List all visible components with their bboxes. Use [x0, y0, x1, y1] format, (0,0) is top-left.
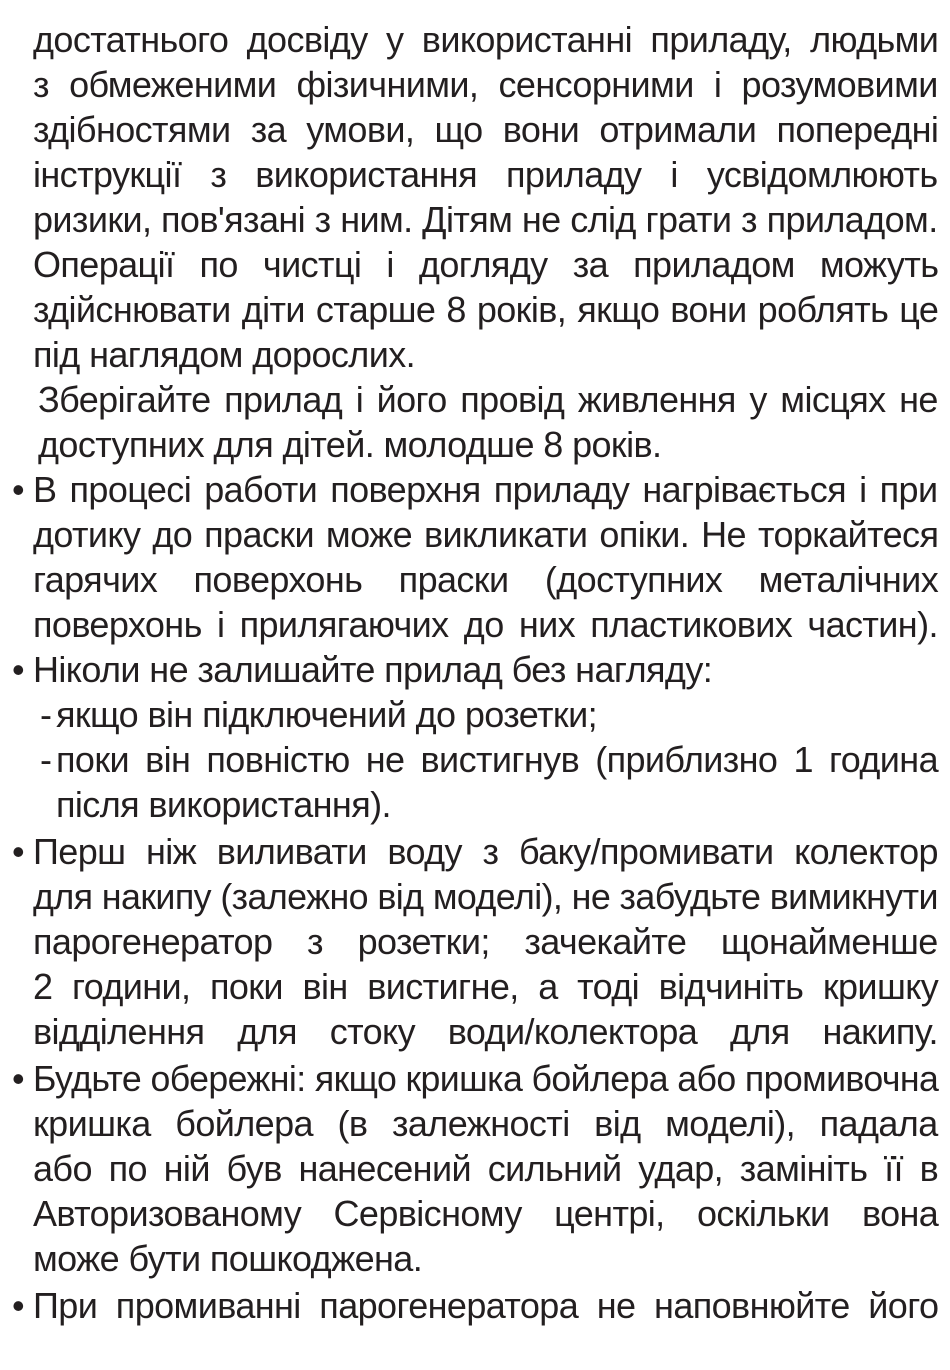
- text-line: Перш ніж виливати воду з баку/промивати колектор: [33, 831, 938, 872]
- text-line: може бути пошкоджена.: [33, 1238, 423, 1279]
- text-line: Операції по чистці і догляду за приладом можуть: [33, 244, 939, 285]
- text-line: Будьте обережні: якщо кришка бойлера або промивочна: [33, 1058, 939, 1099]
- text-line: 2 години, поки він вистигне, а тоді відчиніть кришку: [33, 966, 939, 1007]
- text-line: поки він повністю не вистигнув (приблизно 1 година: [56, 739, 938, 780]
- text-line: інструкції з використання приладу і усвідомлюють: [33, 154, 938, 195]
- text-line: після використання).: [56, 784, 391, 825]
- dash-marker: -: [40, 694, 52, 735]
- bullet-marker: •: [12, 469, 25, 510]
- dash-marker: -: [40, 739, 52, 780]
- text-line: під наглядом дорослих.: [33, 334, 416, 375]
- text-line: здібностями за умови, що вони отримали попередні: [33, 109, 939, 150]
- text-line: або по ній був нанесений сильний удар, замініть її в: [33, 1148, 939, 1189]
- text-line: для накипу (залежно від моделі), не забудьте вимикнути: [33, 876, 938, 917]
- text-line: Зберігайте прилад і його провід живлення у місцях не: [38, 379, 938, 420]
- text-line: доступних для дітей. молодше 8 років.: [38, 424, 662, 465]
- text-line: якщо він підключений до розетки;: [56, 694, 597, 735]
- text-line: парогенератор з розетки; зачекайте щонайменше: [33, 921, 938, 962]
- text-line: поверхонь і прилягаючих до них пластикових частин).: [33, 604, 938, 645]
- text-line: достатнього досвіду у використанні приладу, людьми: [33, 19, 939, 60]
- bullet-marker: •: [12, 1285, 25, 1326]
- text-line: Ніколи не залишайте прилад без нагляду:: [33, 649, 713, 690]
- bullet-marker: •: [12, 649, 25, 690]
- text-line: дотику до праски може викликати опіки. Не торкайтеся: [33, 514, 939, 555]
- text-line: ризики, пов'язані з ним. Дітям не слід грати з приладом.: [33, 199, 938, 240]
- text-line: Авторизованому Сервісному центрі, оскільки вона: [33, 1193, 939, 1234]
- text-line: здійснювати діти старше 8 років, якщо вони роблять це: [33, 289, 939, 330]
- text-line: В процесі работи поверхня приладу нагрівається і при: [33, 469, 938, 510]
- text-line: кришка бойлера (в залежності від моделі), падала: [33, 1103, 938, 1144]
- text-line: При промиванні парогенератора не наповнюйте його: [33, 1285, 939, 1326]
- text-line: з обмеженими фізичними, сенсорними і розумовими: [33, 64, 938, 105]
- text-line: відділення для стоку води/колектора для накипу.: [33, 1011, 938, 1052]
- bullet-marker: •: [12, 1058, 25, 1099]
- bullet-marker: •: [12, 831, 25, 872]
- text-line: гарячих поверхонь праски (доступних металічних: [33, 559, 939, 600]
